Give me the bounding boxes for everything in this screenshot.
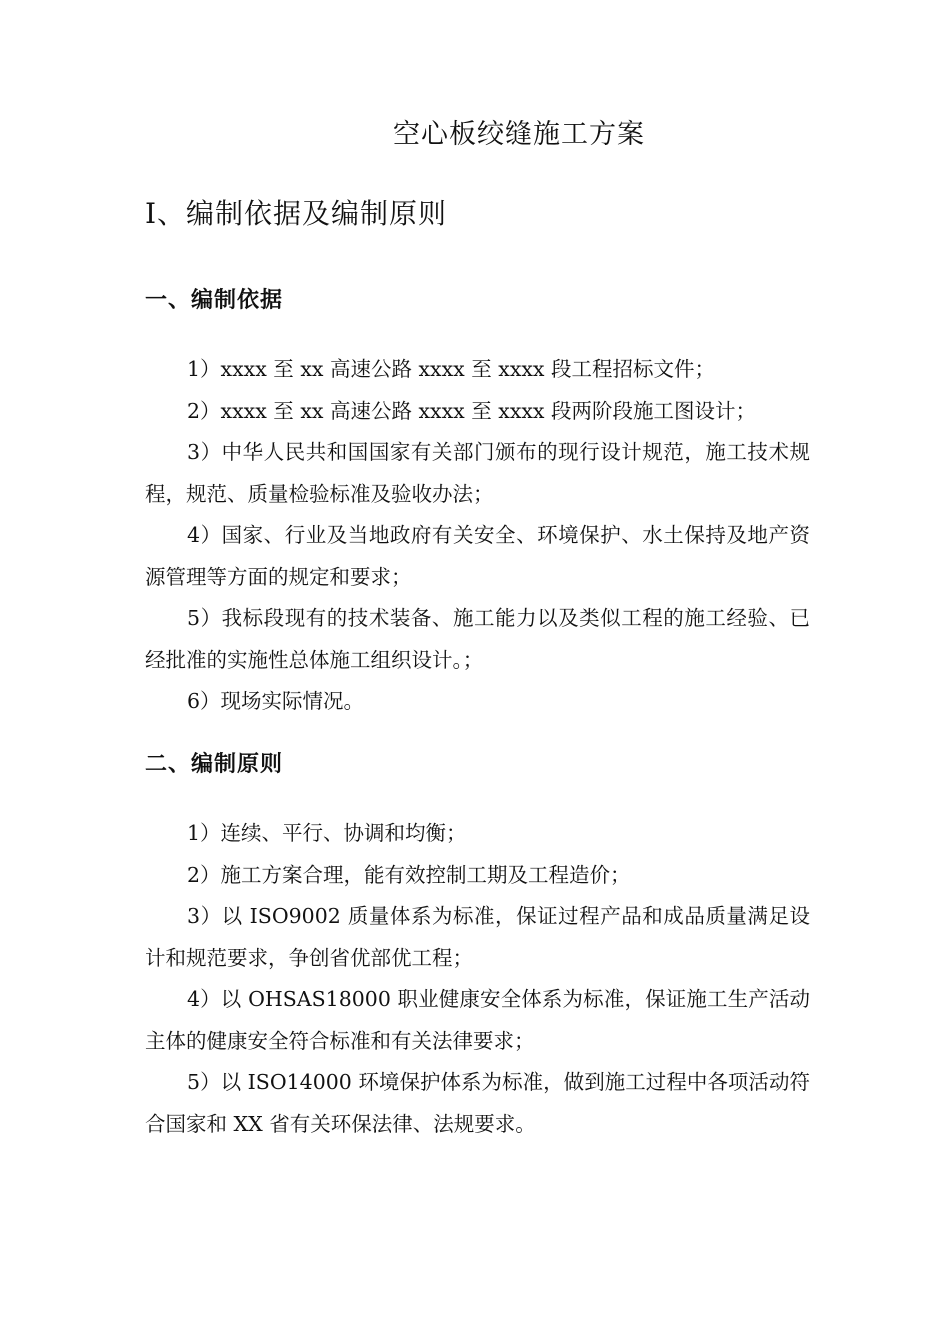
section-heading-basis: 一、编制依据 (145, 288, 284, 313)
section-heading-principles: 二、编制原则 (145, 752, 284, 777)
list-item: 1）连续、平行、协调和均衡； (187, 821, 467, 845)
list-item: 2）施工方案合理，能有效控制工期及工程造价； (187, 862, 631, 887)
principles-list (145, 813, 810, 1145)
list-item: 4）以 OHSAS18000 职业健康安全体系为标准，保证施工生产活动主体的健康安全符合标准和有关法律要求； (145, 987, 810, 1053)
list-item: 2）xxxx 至 xx 高速公路 xxxx 至 xxxx 段两阶段施工图设计； (187, 398, 757, 423)
list-item: 5）以 ISO14000 环境保护体系为标准，做到施工过程中各项活动符合国家和 XX 省有关环保法律、法规要求。 (145, 1070, 810, 1136)
part-heading: Ⅰ、编制依据及编制原则 (145, 197, 448, 230)
list-item: 3）以 ISO9002 质量体系为标准，保证过程产品和成品质量满足设计和规范要求，争创省优部优工程； (145, 904, 810, 970)
list-item: 5）我标段现有的技术装备、施工能力以及类似工程的施工经验、已经批准的实施性总体施工组织设计。； (145, 606, 810, 672)
list-item: 3）中华人民共和国国家有关部门颁布的现行设计规范，施工技术规程，规范、质量检验标准及验收办法； (145, 440, 810, 506)
basis-list (145, 349, 810, 723)
list-item: 6）现场实际情况。 (187, 689, 365, 713)
document-title: 空心板绞缝施工方案 (393, 119, 645, 150)
list-item: 1）xxxx 至 xx 高速公路 xxxx 至 xxxx 段工程招标文件； (187, 357, 716, 381)
list-item: 4）国家、行业及当地政府有关安全、环境保护、水土保持及地产资源管理等方面的规定和要求； (145, 523, 810, 589)
